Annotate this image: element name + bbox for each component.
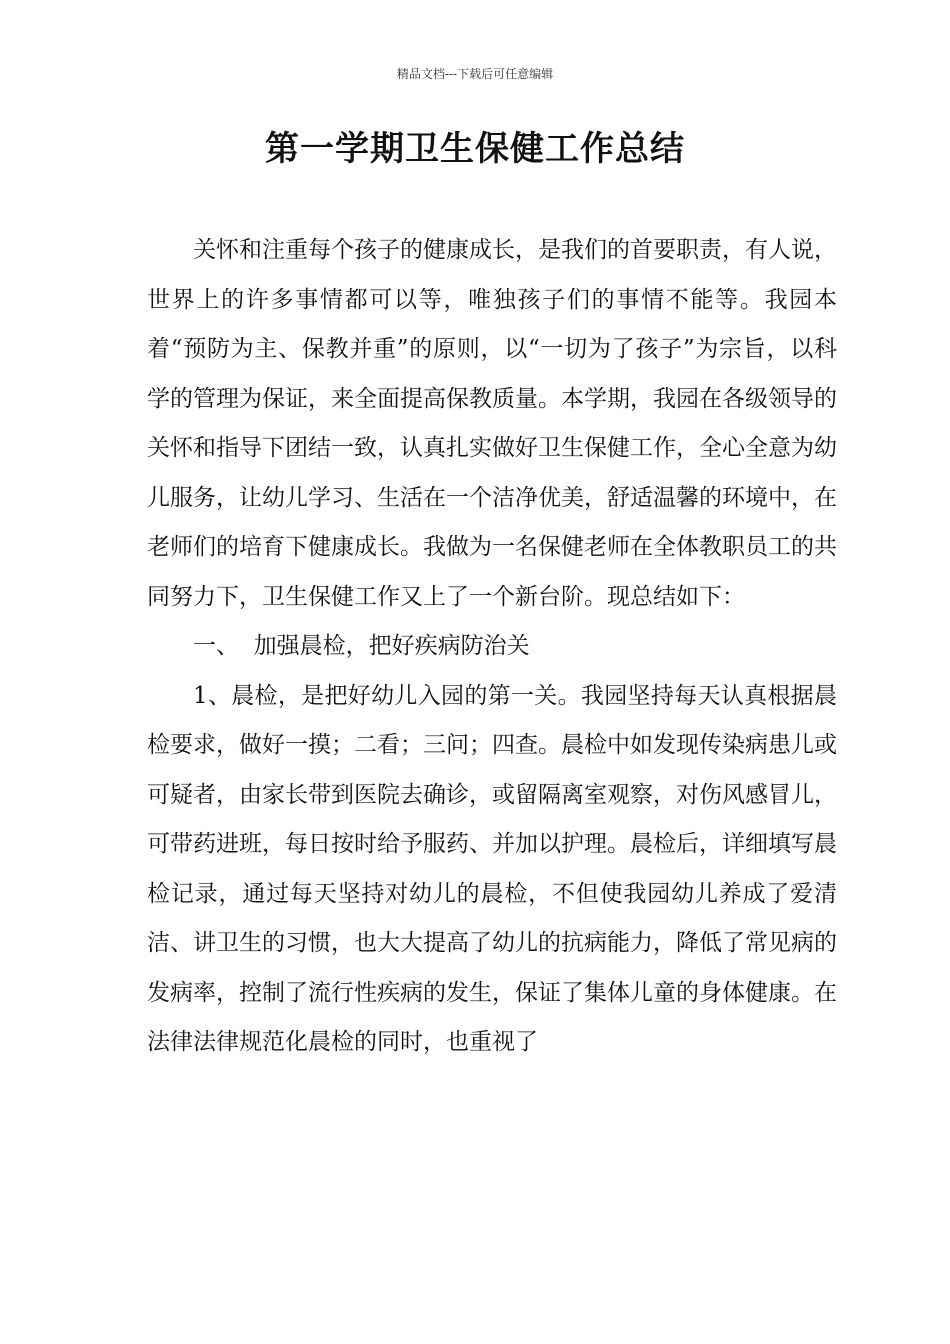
intro-paragraph: 关怀和注重每个孩子的健康成长，是我们的首要职责，有人说，世界上的许多事情都可以等，唯独孩子们的事情不能等。我园本着“预防为主、保教并重”的原则，以“一切为了孩子”为宗旨，以科学的管理为保证，来全面提高保教质量。本学期，我园在各级领导的关怀和指导下团结一致，认真扎实做好卫生保健工作，全心全意为幼儿服务，让幼儿学习、生活在一个洁净优美，舒适温馨的环境中，在老师们的培育下健康成长。我做为一名保健老师在全体教职员工的共同努力下，卫生保健工作又上了一个新台阶。现总结如下：	[147, 237, 837, 610]
section-paragraph-morning-check: 1、晨检，是把好幼儿入园的第一关。我园坚持每天认真根据晨检要求，做好一摸；二看；三问；四查。晨检中如发现传染病患儿或可疑者，由家长带到医院去确诊，或留隔离室观察，对伤风感冒儿，可带药进班，每日按时给予服药、并加以护理。晨检后，详细填写晨检记录，通过每天坚持对幼儿的晨检，不但使我园幼儿养成了爱清洁、讲卫生的习惯，也大大提高了幼儿的抗病能力，降低了常见病的发病率，控制了流行性疾病的发生，保证了集体儿童的身体健康。在法律法律规范化晨检的同时，也重视了	[147, 682, 837, 1055]
document-title: 第一学期卫生保健工作总结	[265, 129, 685, 169]
document-body	[147, 226, 837, 1068]
section-heading-morning-check: 一、 加强晨检，把好疾病防治关	[193, 633, 530, 659]
header-note: 精品文档---下载后可任意编辑	[396, 67, 554, 81]
